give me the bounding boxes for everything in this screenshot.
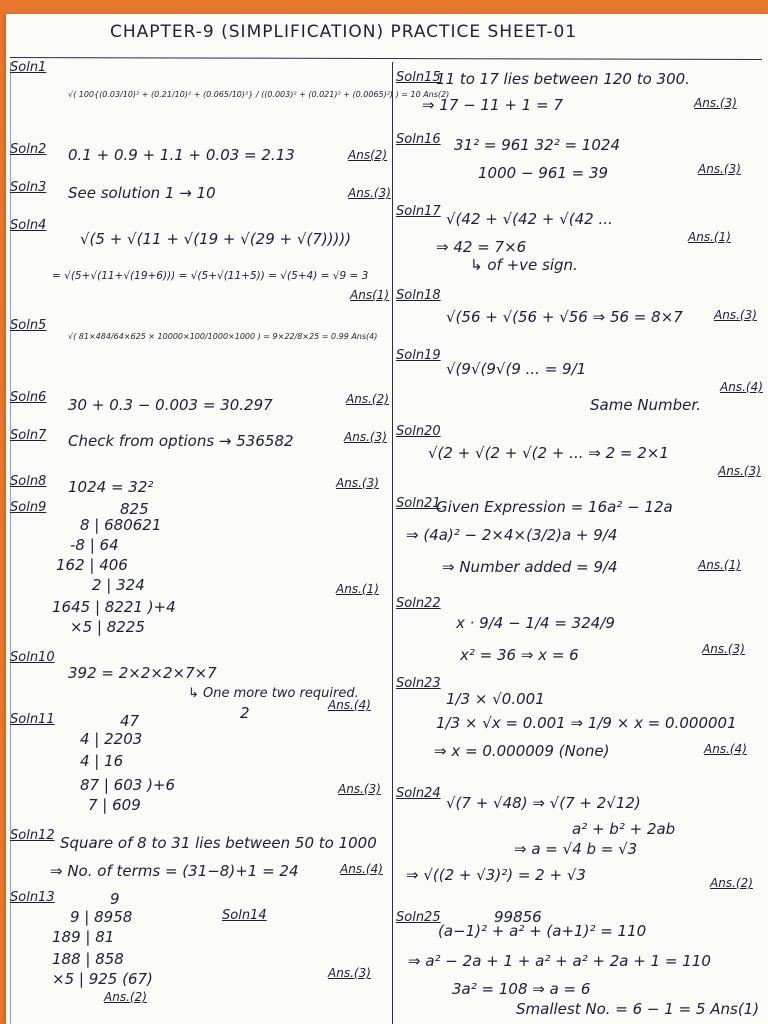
solution-label: Soln25 (396, 910, 441, 925)
answer-label: Ans.(3) (718, 464, 761, 478)
solution-line: √( 100{(0.03/10)² + (0.21/10)² + (0.065/10)²} / ((0.003)² + (0.021)² + (0.0065)²) ) = 10 Ans(2) (68, 90, 450, 99)
solution-label: Soln15 (396, 70, 441, 85)
answer-label: Ans.(2) (710, 876, 753, 890)
answer-label: Ans.(4) (340, 862, 383, 876)
solution-label: Soln13 (10, 890, 55, 905)
solution-line: √(5 + √(11 + √(19 + √(29 + √(7))))) (80, 230, 352, 248)
solution-line: ⇒ a = √4 b = √3 (514, 840, 638, 858)
solution-block (396, 910, 766, 1018)
answer-label: Ans.(3) (702, 642, 745, 656)
answer-label: Ans.(3) (338, 782, 381, 796)
solution-line: 1/3 × √0.001 (446, 690, 545, 708)
solution-label: Soln7 (10, 428, 47, 443)
solution-label: Soln2 (10, 142, 47, 157)
solution-line: 9 (110, 890, 120, 908)
solution-line: 1645 | 8221 )+4 (52, 598, 176, 616)
solution-label: Soln20 (396, 424, 441, 439)
solution-block (10, 318, 380, 378)
solution-label: Soln21 (396, 496, 441, 511)
solution-line: ⇒ (4a)² − 2×4×(3/2)a + 9/4 (406, 526, 618, 544)
solution-line: 188 | 858 (52, 950, 124, 968)
solution-line: 392 = 2×2×2×7×7 (68, 664, 217, 682)
solution-line: 2 (240, 704, 250, 722)
solution-line: Same Number. (590, 396, 701, 414)
solution-label: Soln16 (396, 132, 441, 147)
solution-block (10, 712, 380, 812)
solution-line: 4 | 2203 (80, 730, 143, 748)
solution-line: 1/3 × √x = 0.001 ⇒ 1/9 × x = 0.000001 (436, 714, 737, 732)
solution-line: 47 (120, 712, 140, 730)
solution-label: Soln10 (10, 650, 55, 665)
solution-block (10, 180, 391, 210)
solution-line: ⇒ x = 0.000009 (None) (434, 742, 610, 760)
solution-line: Smallest No. = 6 − 1 = 5 Ans(1) (516, 1000, 760, 1018)
solution-line: √(9√(9√(9 ... = 9/1 (446, 360, 587, 378)
solution-label: Soln14 (222, 908, 267, 923)
solution-line: ⇒ No. of terms = (31−8)+1 = 24 (50, 862, 299, 880)
solution-block (10, 142, 388, 172)
solution-line: -8 | 64 (70, 536, 119, 554)
solution-label: Soln9 (10, 500, 47, 515)
solution-block (396, 496, 766, 580)
answer-label: Ans.(3) (328, 966, 371, 980)
solution-block (10, 828, 383, 888)
solution-block (10, 390, 389, 420)
solution-line: x · 9/4 − 1/4 = 324/9 (456, 614, 615, 632)
solution-line: ⇒ 42 = 7×6 (436, 238, 527, 256)
solution-block (396, 70, 766, 130)
solution-line: √(42 + √(42 + √(42 ... (446, 210, 613, 228)
solution-line: 4 | 16 (80, 752, 124, 770)
solution-block (396, 204, 766, 274)
solution-block (396, 288, 766, 328)
solution-line: Square of 8 to 31 lies between 50 to 1000 (60, 834, 377, 852)
solution-line: 31² = 961 32² = 1024 (454, 136, 620, 154)
solution-label: Soln17 (396, 204, 441, 219)
solution-label: Soln24 (396, 786, 441, 801)
solution-label: Soln12 (10, 828, 55, 843)
answer-label: Ans.(4) (704, 742, 747, 756)
answer-label: Ans.(2) (346, 392, 389, 406)
solution-block (10, 218, 390, 308)
solution-line: Given Expression = 16a² − 12a (436, 498, 673, 516)
answer-label: Ans.(3) (336, 476, 379, 490)
solution-line: 825 (120, 500, 149, 518)
solution-label: Soln22 (396, 596, 441, 611)
solution-label: Soln8 (10, 474, 47, 489)
solution-block (396, 596, 766, 676)
solution-line: ×5 | 925 (67) (52, 970, 153, 988)
solution-line: 87 | 603 )+6 (80, 776, 176, 794)
answer-label: Ans.(3) (694, 96, 737, 110)
solution-line: √( 81×484/64×625 × 10000×100/1000×1000 ) = 9×22/8×25 = 0.99 Ans(4) (68, 332, 378, 341)
answer-label: Ans.(3) (698, 162, 741, 176)
solution-line: ⇒ a² − 2a + 1 + a² + a² + 2a + 1 = 110 (408, 952, 711, 970)
solution-label: Soln23 (396, 676, 441, 691)
solution-line: 99856 (494, 908, 542, 926)
answer-label: Ans(1) (350, 288, 390, 302)
solution-line: 11 to 17 lies between 120 to 300. (436, 70, 690, 88)
solution-block (396, 786, 766, 902)
solution-line: ↳ of +ve sign. (470, 256, 578, 274)
page-title: CHAPTER-9 (SIMPLIFICATION) PRACTICE SHEET-01 (110, 22, 578, 42)
solution-block (10, 890, 380, 1000)
answer-label: Ans.(3) (348, 186, 391, 200)
solution-line: √(7 + √48) ⇒ √(7 + 2√12) (446, 794, 641, 812)
solution-block (396, 676, 766, 766)
solution-line: a² + b² + 2ab (572, 820, 676, 838)
solution-line: 162 | 406 (56, 556, 128, 574)
solution-line: √(56 + √(56 + √56 ⇒ 56 = 8×7 (446, 308, 683, 326)
solution-line: See solution 1 → 10 (68, 184, 216, 202)
solution-block (10, 500, 380, 640)
solution-line: 9 | 8958 (70, 908, 133, 926)
solution-label: Soln18 (396, 288, 441, 303)
answer-label: Ans.(4) (328, 698, 371, 712)
answer-label: Ans.(1) (336, 582, 379, 596)
answer-label: Ans.(1) (698, 558, 741, 572)
answer-label: Ans.(3) (344, 430, 387, 444)
solution-line: 7 | 609 (88, 796, 141, 814)
answer-label: Ans.(4) (720, 380, 763, 394)
solution-line: ↳ One more two required. (188, 686, 359, 701)
solution-line: 30 + 0.3 − 0.003 = 30.297 (68, 396, 273, 414)
solution-line: ×5 | 8225 (70, 618, 145, 636)
solution-block (10, 428, 387, 458)
solution-label: Soln4 (10, 218, 47, 233)
solution-line: ⇒ √((2 + √3)²) = 2 + √3 (406, 866, 586, 884)
solution-line: ⇒ Number added = 9/4 (442, 558, 618, 576)
solution-label: Soln11 (10, 712, 55, 727)
solution-line: 1000 − 961 = 39 (478, 164, 609, 182)
answer-label: Ans.(1) (688, 230, 731, 244)
solution-line: 189 | 81 (52, 928, 115, 946)
solution-label: Soln19 (396, 348, 441, 363)
solution-block (396, 348, 766, 418)
solution-line: 8 | 680621 (80, 516, 162, 534)
answer-label: Ans(2) (348, 148, 388, 162)
solution-line: 0.1 + 0.9 + 1.1 + 0.03 = 2.13 (68, 146, 295, 164)
solution-block (396, 132, 766, 188)
column-divider (392, 62, 393, 1024)
solution-line: = √(5+√(11+√(19+6))) = √(5+√(11+5)) = √(5+4) = √9 = 3 (52, 270, 369, 282)
answer-label: Ans.(2) (104, 990, 147, 1004)
solution-block (396, 424, 766, 480)
solution-line: 3a² = 108 ⇒ a = 6 (452, 980, 591, 998)
solution-line: √(2 + √(2 + √(2 + ... ⇒ 2 = 2×1 (428, 444, 669, 462)
solution-line: Check from options → 536582 (68, 432, 294, 450)
solution-line: 2 | 324 (92, 576, 145, 594)
solution-label: Soln6 (10, 390, 47, 405)
solution-line: ⇒ 17 − 11 + 1 = 7 (422, 96, 563, 114)
solution-label: Soln5 (10, 318, 47, 333)
solution-line: (a−1)² + a² + (a+1)² = 110 (438, 922, 647, 940)
answer-label: Ans.(3) (714, 308, 757, 322)
solution-line: x² = 36 ⇒ x = 6 (460, 646, 579, 664)
solution-label: Soln1 (10, 60, 47, 75)
solution-line: 1024 = 32² (68, 478, 154, 496)
solution-label: Soln3 (10, 180, 47, 195)
